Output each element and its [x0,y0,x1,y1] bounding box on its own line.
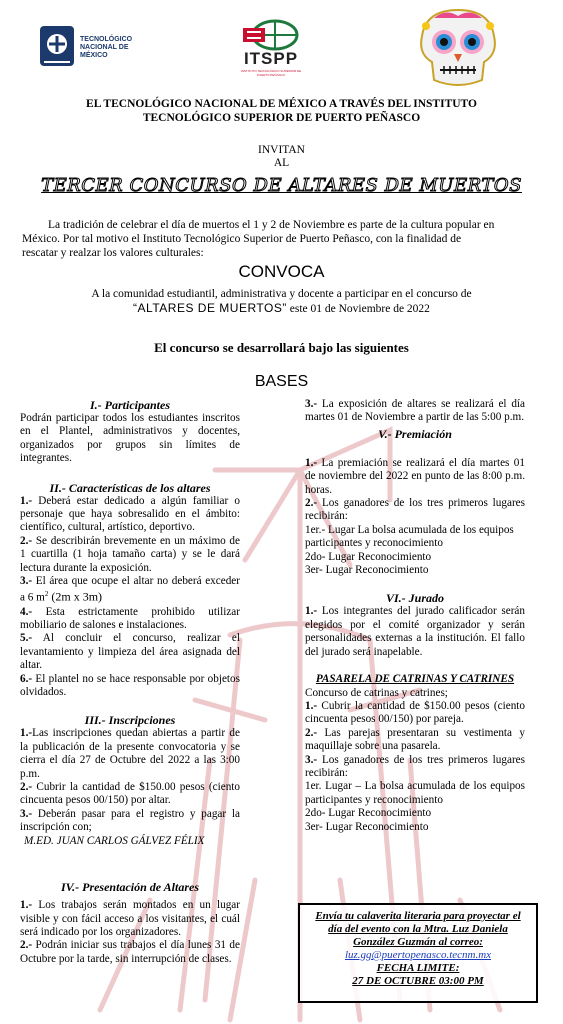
section-caracteristicas-title: II.- Características de los altares [49,480,211,495]
jurado-item: 1.- Los integrantes del jurado calificador serán elegidos por el comité organizador y serán personalidades externas a la institución. El fallo del jurado será inapelable. [305,605,525,658]
section-pasarela-title: PASARELA DE CATRINAS Y CATRINES [315,673,515,686]
inscripcion-item: 2.- Cubrir la cantidad de $150.00 pesos (ciento cincuenta pesos 00/150) por altar. [20,781,240,807]
contest-title: TERCER CONCURSO DE ALTARES DE MUERTOS [41,175,522,196]
inscripcion-item: 3.- Deberán pasar para el registro y pagar la inscripción con; [20,807,240,834]
section-participantes-title: I.- Participantes [90,398,170,412]
intro-line-1: La tradición de celebrar el día de muertos el 1 y 2 de Noviembre es parte de la cultura popular en [48,219,495,231]
caracteristica-item: 1.- Deberá estar dedicado a algún familiar o personaje que haya sobresalido en el ámbito: científico, cultural, artístico, deportivo. [20,494,240,534]
premiacion-item: 1.- La premiación se realizará el día martes 01 de noviembre del 2022 en punto de las 8:00 p.m. horas. [305,456,525,496]
premio-item: 1er.- Lugar La bolsa acumulada de los equipos participantes y reconocimiento [305,523,514,550]
invitan-text: INVITAN [258,144,305,156]
calaverita-text: Envía tu calaverita literaria para proyectar el día del evento con la Mtra. Luz Daniela González Guzmán al correo: [315,910,521,948]
globe-icon [235,18,307,52]
pasarela-intro: Concurso de catrinas y catrines; [305,686,448,699]
develop-text: El concurso se desarrollará bajo las siguientes [154,340,409,355]
inscripcion-item: 1.-Las inscripciones quedan abiertas a partir de la publicación de la presente convocatoria y se cierra el día 27 de Octubre del 2022 a las 3:00 p.m. [20,727,240,780]
tecnm-text-1: TECNOLÓGICO [80,36,133,43]
premio-item: 2do- Lugar Reconocimiento [305,550,432,563]
caracteristica-item: 5.- Al concluir el concurso, realizar el levantamiento y limpieza del área asignada del altar. [20,632,240,672]
section-jurado-title: VI.- Jurado [385,591,444,606]
convoca-date: este 01 de Noviembre de 2022 [289,303,430,315]
header-line-2: TECNOLÓGICO SUPERIOR DE PUERTO PEÑASCO [142,112,421,124]
itspp-text: ITSPP [243,49,299,68]
caracteristica-item: 6.- El plantel no se hace responsable por objetos olvidados. [20,672,240,699]
pasarela-item: 2.- Las parejas presentaran su vestimenta y maquillaje sobre una pasarela. [305,726,525,753]
premio-item: 2do- Lugar Reconocimiento [305,807,432,820]
premio-item: 3er- Lugar Reconocimiento [305,564,429,577]
pasarela-item: 1.- Cubrir la cantidad de $150.00 pesos (ciento cincuenta pesos 00/150) por pareja. [305,699,525,726]
intro-line-3: rescatar y realzar los valores culturales: [22,247,204,259]
calaverita-box [298,903,538,1003]
pasarela-item: 3.- Los ganadores de los tres primeros lugares recibirán: [305,753,525,779]
convoca-line-1: A la comunidad estudiantil, administrativa y docente a participar en el concurso de [91,288,472,300]
caracteristica-item: 2.- Se describirán brevemente en un máximo de 1 cuartilla (1 hoja tamaño carta) y se le dará lectura durante la exposición. [20,534,240,574]
itspp-logo [235,18,307,78]
contest-name: “ALTARES DE MUERTOS” [133,301,287,315]
presentacion-item: 1.- Los trabajos serán montados en un lugar visible y con fácil acceso a los visitantes, el cuál será indicado por los organizadores. [20,899,240,938]
sugar-skull-icon [412,6,504,90]
section-premiacion-title: V.- Premiación [378,426,452,441]
section-inscripciones-title: III.- Inscripciones [84,713,176,728]
email-link[interactable]: luz.gg@puertopenasco.tecnm.mx [344,949,492,961]
convoca-title: CONVOCA [238,262,325,281]
bases-title: BASES [254,373,309,390]
tecnm-emblem-icon [38,22,76,70]
left-column [20,398,240,966]
intro-line-2: México. Por tal motivo el Instituto Tecnológico Superior de Puerto Peñasco, con la finalidad de [22,233,462,245]
premio-item: 3er- Lugar Reconocimiento [305,820,429,833]
premio-item: 1er. Lugar – La bolsa acumulada de los equipos participantes y reconocimiento [305,780,525,806]
section-participantes-text: Podrán participar todos los estudiantes inscritos en el Plantel, administrativos y docentes, organizados por grupos sin límites de integrantes. [20,412,240,465]
presentacion-item: 3.- La exposición de altares se realizará el día martes 01 de Noviembre a partir de las 5:00 p.m. [305,398,525,424]
premiacion-item: 2.- Los ganadores de los tres primeros lugares recibirán: [305,497,525,523]
contact-name: M.ED. JUAN CARLOS GÁLVEZ FÉLIX [24,834,205,847]
caracteristica-item: 4.- Esta estrictamente prohibido utilizar mobiliario de salones e instalaciones. [20,605,240,632]
limit-date: 27 DE OCTUBRE 03:00 PM [352,975,484,987]
al-text: AL [273,157,290,169]
caracteristica-item: 3.- El área que ocupe el altar no deberá exceder a 6 $m^2$ (2m x 3m) [20,575,240,605]
itspp-subtext: INSTITUTO TECNOLÓGICO SUPERIOR DE PUERTO PEÑASCO [240,69,302,77]
header-line-1: EL TECNOLÓGICO NACIONAL DE MÉXICO A TRAVÉS DEL INSTITUTO [86,98,477,110]
limit-label: FECHA LIMITE: [376,962,460,974]
section-presentacion-title: IV.- Presentación de Altares [60,880,199,895]
tecnm-text-2: NACIONAL DE MÉXICO [80,44,129,59]
tecnm-logo [38,22,158,74]
presentacion-item: 2.- Podrán iniciar sus trabajos el día lunes 31 de Octubre por la tarde, sin interrupción de clases. [20,939,240,965]
right-column [305,398,525,834]
